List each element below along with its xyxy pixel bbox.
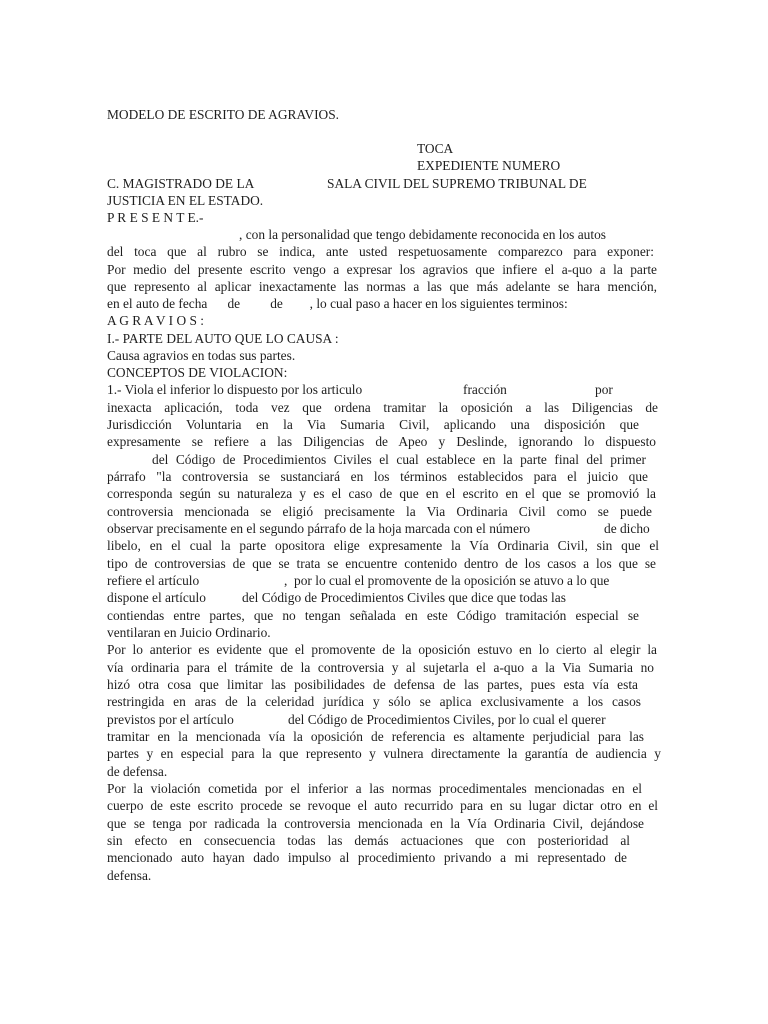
- violation-line: fracción: [463, 382, 507, 397]
- paragraph-line: de dicho: [604, 521, 650, 536]
- paragraph-line: observar precisamente en el segundo párrafo de la hoja marcada con el número: [107, 521, 531, 536]
- paragraph-line: ventilaran en Juicio Ordinario.: [107, 625, 271, 640]
- paragraph-line: refiere el artículo: [107, 573, 200, 588]
- causa-line: Causa agravios en todas sus partes.: [107, 348, 296, 363]
- paragraph-line: expresamente se refiere a las Diligencias de Apeo y Deslinde, ignorando lo dispuesto: [107, 434, 656, 449]
- paragraph-line: previstos por el artículo: [107, 712, 234, 727]
- paragraph-line: contiendas entre partes, que no tengan señalada en este Código tramitación especial se: [107, 608, 639, 623]
- addressee-right: SALA CIVIL DEL SUPREMO TRIBUNAL DE: [327, 176, 587, 191]
- paragraph-line: del Código de Procedimientos Civiles que dice que todas las: [242, 590, 566, 605]
- conceptos-heading: CONCEPTOS DE VIOLACION:: [107, 365, 288, 380]
- intro-line: que represento al aplicar inexactamente las normas a las que más adelante se hara mención,: [107, 279, 657, 294]
- paragraph-line: dispone el artículo: [107, 590, 206, 605]
- paragraph-line: sin efecto en consecuencia todas las demás actuaciones que con posterioridad al: [107, 833, 630, 848]
- intro-line: , con la personalidad que tengo debidamente reconocida en los autos: [239, 227, 607, 242]
- paragraph-line: , por lo cual el promovente de la oposición se atuvo a lo que: [284, 573, 610, 588]
- paragraph-line: Jurisdicción Voluntaria en la Via Sumaria Civil, aplicando una disposición que: [107, 417, 639, 432]
- document-title: MODELO DE ESCRITO DE AGRAVIOS.: [107, 107, 339, 122]
- addressee-line-2: JUSTICIA EN EL ESTADO.: [107, 193, 264, 208]
- paragraph-line: corresponda según su naturaleza y es el caso de que en el escrito en el que se promovió la: [107, 486, 656, 501]
- addressee-left: C. MAGISTRADO DE LA: [107, 176, 255, 191]
- violation-line: por: [595, 382, 613, 397]
- violation-line: 1.- Viola el inferior lo dispuesto por los articulo: [107, 382, 363, 397]
- paragraph-line: cuerpo de este escrito procede se revoque el auto recurrido para en su lugar dictar otro en el: [107, 798, 658, 813]
- paragraph-line: que se tenga por radicada la controversia mencionada en la Vía Ordinaria Civil, dejándose: [107, 816, 644, 831]
- intro-line: del toca que al rubro se indica, ante usted respetuosamente comparezco para exponer:: [107, 244, 654, 259]
- paragraph-line: Por lo anterior es evidente que el promovente de la oposición estuvo en lo cierto al elegir la: [107, 642, 657, 657]
- paragraph-line: inexacta aplicación, toda vez que ordena tramitar la oposición a las Diligencias de: [107, 400, 658, 415]
- paragraph-line: hizó otra cosa que limitar las posibilidades de defensa de las partes, pues esta vía esta: [107, 677, 638, 692]
- paragraph-line: de defensa.: [107, 764, 168, 779]
- paragraph-line: del Código de Procedimientos Civiles el cual establece en la parte final del primer: [152, 452, 646, 467]
- presente: P R E S E N T E.-: [107, 210, 204, 225]
- paragraph-line: defensa.: [107, 868, 152, 883]
- paragraph-line: restringida en aras de la celeridad jurídica y sólo se aplica exclusivamente a los casos: [107, 694, 641, 709]
- intro-line: en el auto de fecha de de , lo cual paso a hacer en los siguientes terminos:: [107, 296, 568, 311]
- paragraph-line: libelo, en el cual la parte opositora elige expresamente la Vía Ordinaria Civil, sin que el: [107, 538, 659, 553]
- expediente-label: EXPEDIENTE NUMERO: [417, 158, 561, 173]
- toca-label: TOCA: [417, 141, 454, 156]
- paragraph-line: tipo de controversias de que se trata se encuentre contenido dentro de los casos a los que se: [107, 556, 656, 571]
- paragraph-line: párrafo "la controversia se sustanciará en los términos establecidos para el juicio que: [107, 469, 648, 484]
- parte-heading: I.- PARTE DEL AUTO QUE LO CAUSA :: [107, 331, 339, 346]
- paragraph-line: vía ordinaria para el trámite de la controversia y al sujetarla el a-quo a la Via Sumaria no: [107, 660, 654, 675]
- agravios-heading: A G R A V I O S :: [107, 313, 204, 328]
- intro-line: Por medio del presente escrito vengo a expresar los agravios que infiere el a-quo a la parte: [107, 262, 657, 277]
- paragraph-line: partes y en especial para la que represento y vulnera directamente la garantía de audiencia y: [107, 746, 661, 761]
- paragraph-line: mencionado auto hayan dado impulso al procedimiento privando a mi representado de: [107, 850, 627, 865]
- paragraph-line: tramitar en la mencionada vía la oposición de referencia es altamente perjudicial para las: [107, 729, 644, 744]
- paragraph-line: Por la violación cometida por el inferior a las normas procedimentales mencionadas en el: [107, 781, 642, 796]
- paragraph-line: del Código de Procedimientos Civiles, por lo cual el querer: [288, 712, 606, 727]
- paragraph-line: controversia mencionada se eligió precisamente la Via Ordinaria Civil como se puede: [107, 504, 652, 519]
